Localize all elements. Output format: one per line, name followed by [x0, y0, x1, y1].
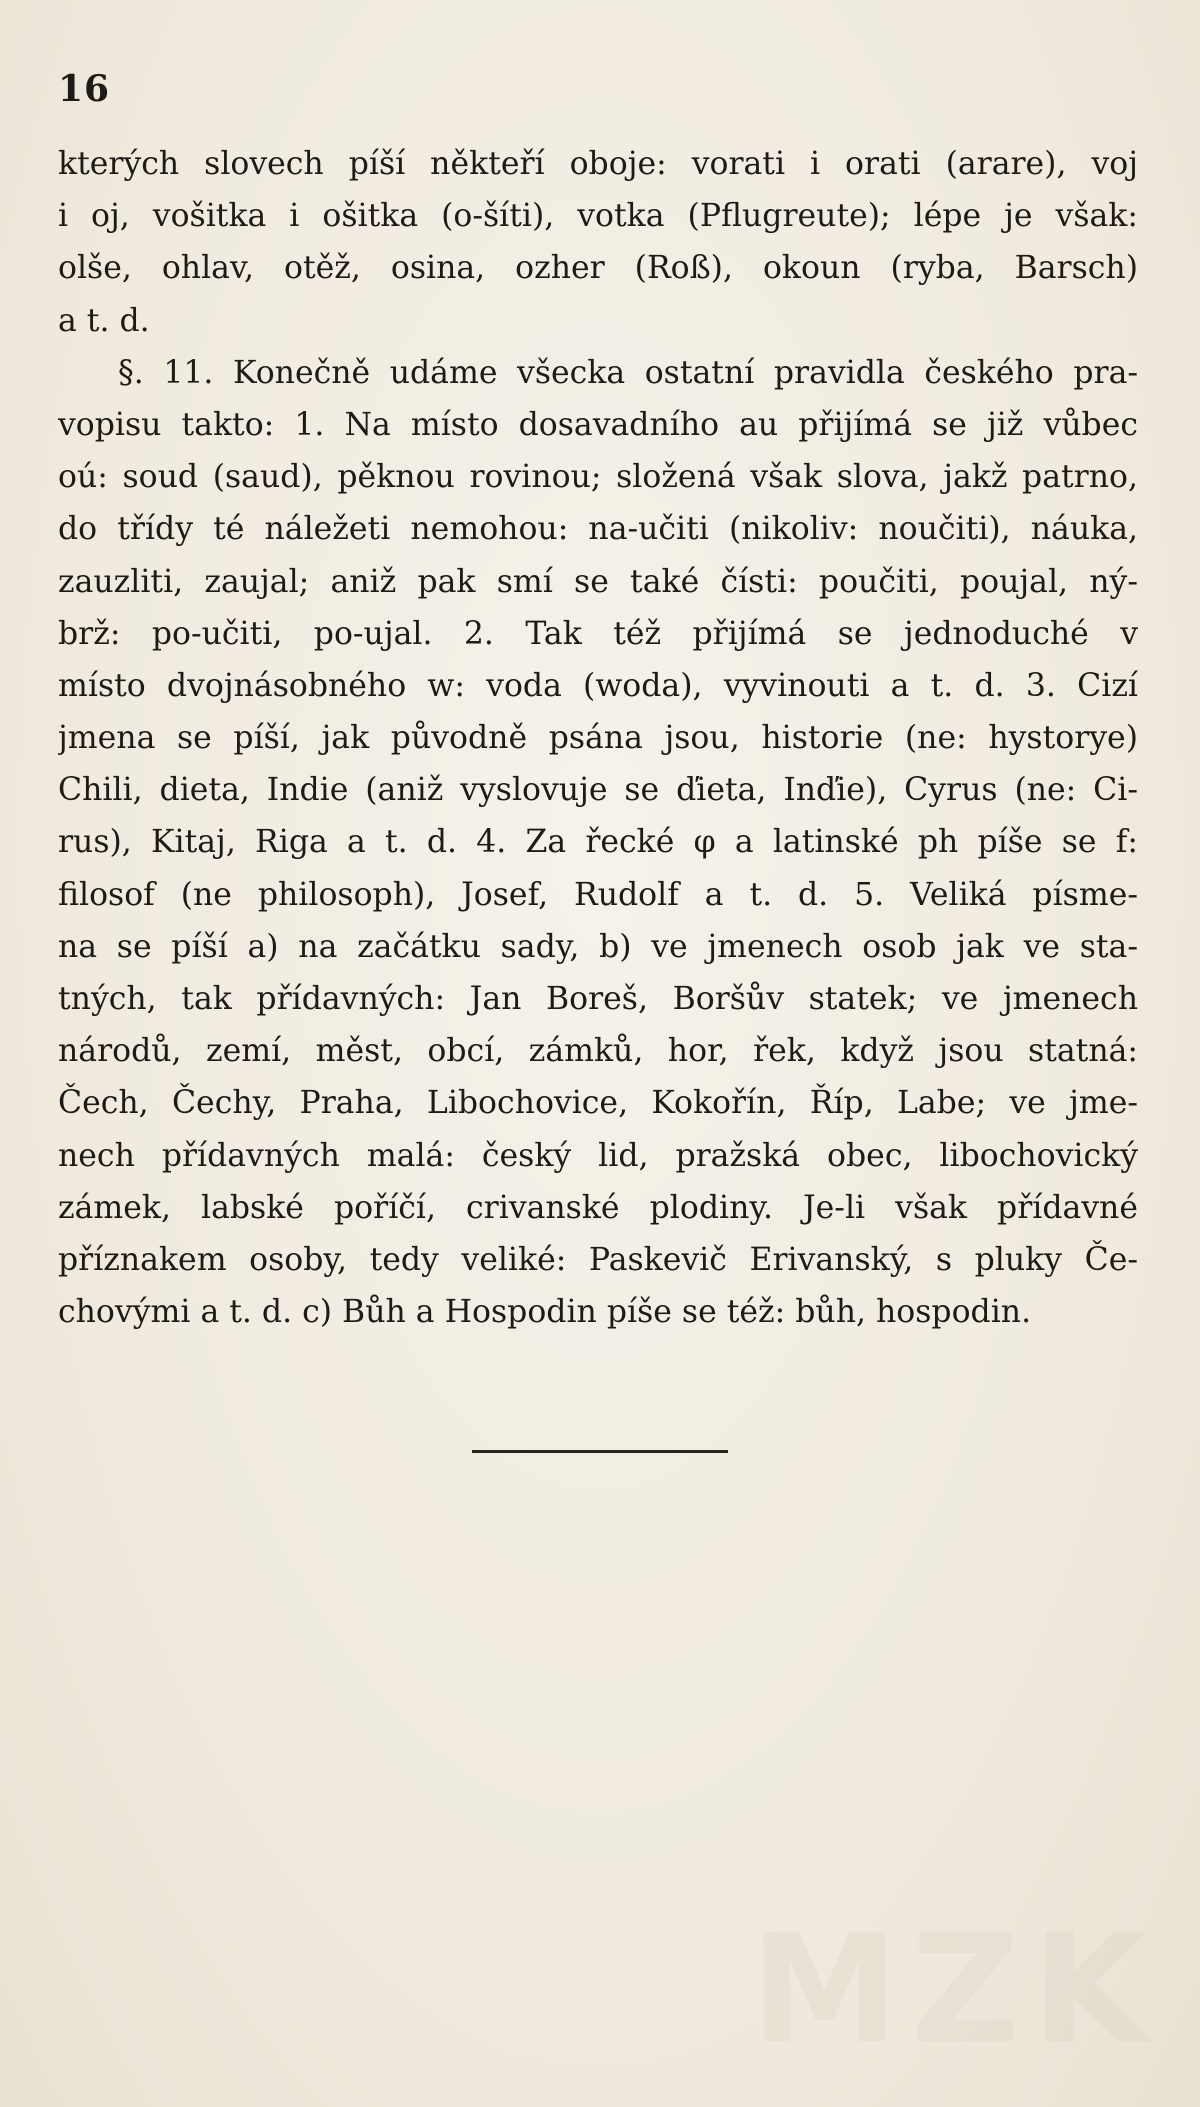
text-line: i oj, vošitka i ošitka (o-šíti), votka (Pflugreute); lépe je však:	[58, 198, 1138, 235]
text-line: filosof (ne philosoph), Josef, Rudolf a t. d. 5. Veliká písme-	[58, 876, 1138, 913]
text-line: na se píší a) na začátku sady, b) ve jmenech osob jak ve sta-	[58, 928, 1138, 965]
text-line: a t. d.	[58, 302, 150, 339]
section-divider	[472, 1450, 728, 1453]
text-line: nech přídavných malá: český lid, pražská obec, libochovický	[58, 1137, 1138, 1174]
text-line: kterých slovech píší někteří oboje: vorati i orati (arare), voj	[58, 146, 1138, 182]
text-line: brž: po-učiti, po-ujal. 2. Tak též přijímá se jednoduché v	[58, 615, 1138, 652]
text-line: zauzliti, zaujal; aniž pak smí se také čísti: poučiti, poujal, ný-	[58, 563, 1138, 600]
text-line: do třídy té náležeti nemohou: na-učiti (nikoliv: noučiti), náuka,	[58, 511, 1138, 548]
text-line: tných, tak přídavných: Jan Boreš, Boršův statek; ve jmenech	[58, 981, 1138, 1017]
body-text	[58, 138, 1138, 1338]
text-line: Chili, dieta, Indie (aniž vyslovuje se ďieta, Inďie), Cyrus (ne: Ci-	[58, 772, 1138, 809]
text-line: národů, zemí, měst, obcí, zámků, hor, řek, když jsou statná:	[58, 1033, 1138, 1070]
text-line: olše, ohlav, otěž, osina, ozher (Roß), okoun (ryba, Barsch)	[58, 250, 1138, 287]
library-watermark: MZK	[749, 1903, 1160, 2077]
text-line: zámek, labské poříčí, crivanské plodiny. Je-li však přídavné	[58, 1189, 1138, 1226]
text-line: příznakem osoby, tedy veliké: Paskevič Erivanský, s pluky Če-	[58, 1241, 1138, 1278]
text-line: oú: soud (saud), pěknou rovinou; složená však slova, jakž patrno,	[58, 459, 1138, 496]
paragraph-start-line: §. 11. Konečně udáme všecka ostatní pravidla českého pra-	[118, 354, 1138, 391]
text-line: místo dvojnásobného w: voda (woda), vyvinouti a t. d. 3. Cizí	[58, 667, 1138, 704]
text-line: vopisu takto: 1. Na místo dosavadního au přijímá se již vůbec	[58, 406, 1138, 443]
text-line: Čech, Čechy, Praha, Libochovice, Kokořín, Říp, Labe; ve jme-	[58, 1085, 1138, 1122]
page-number: 16	[58, 68, 111, 110]
text-line: chovými a t. d. c) Bůh a Hospodin píše se též: bůh, hospodin.	[58, 1294, 1032, 1331]
text-line: jmena se píší, jak původně psána jsou, historie (ne: hystorye)	[58, 720, 1138, 757]
text-line: rus), Kitaj, Riga a t. d. 4. Za řecké φ a latinské ph píše se f:	[58, 824, 1138, 861]
